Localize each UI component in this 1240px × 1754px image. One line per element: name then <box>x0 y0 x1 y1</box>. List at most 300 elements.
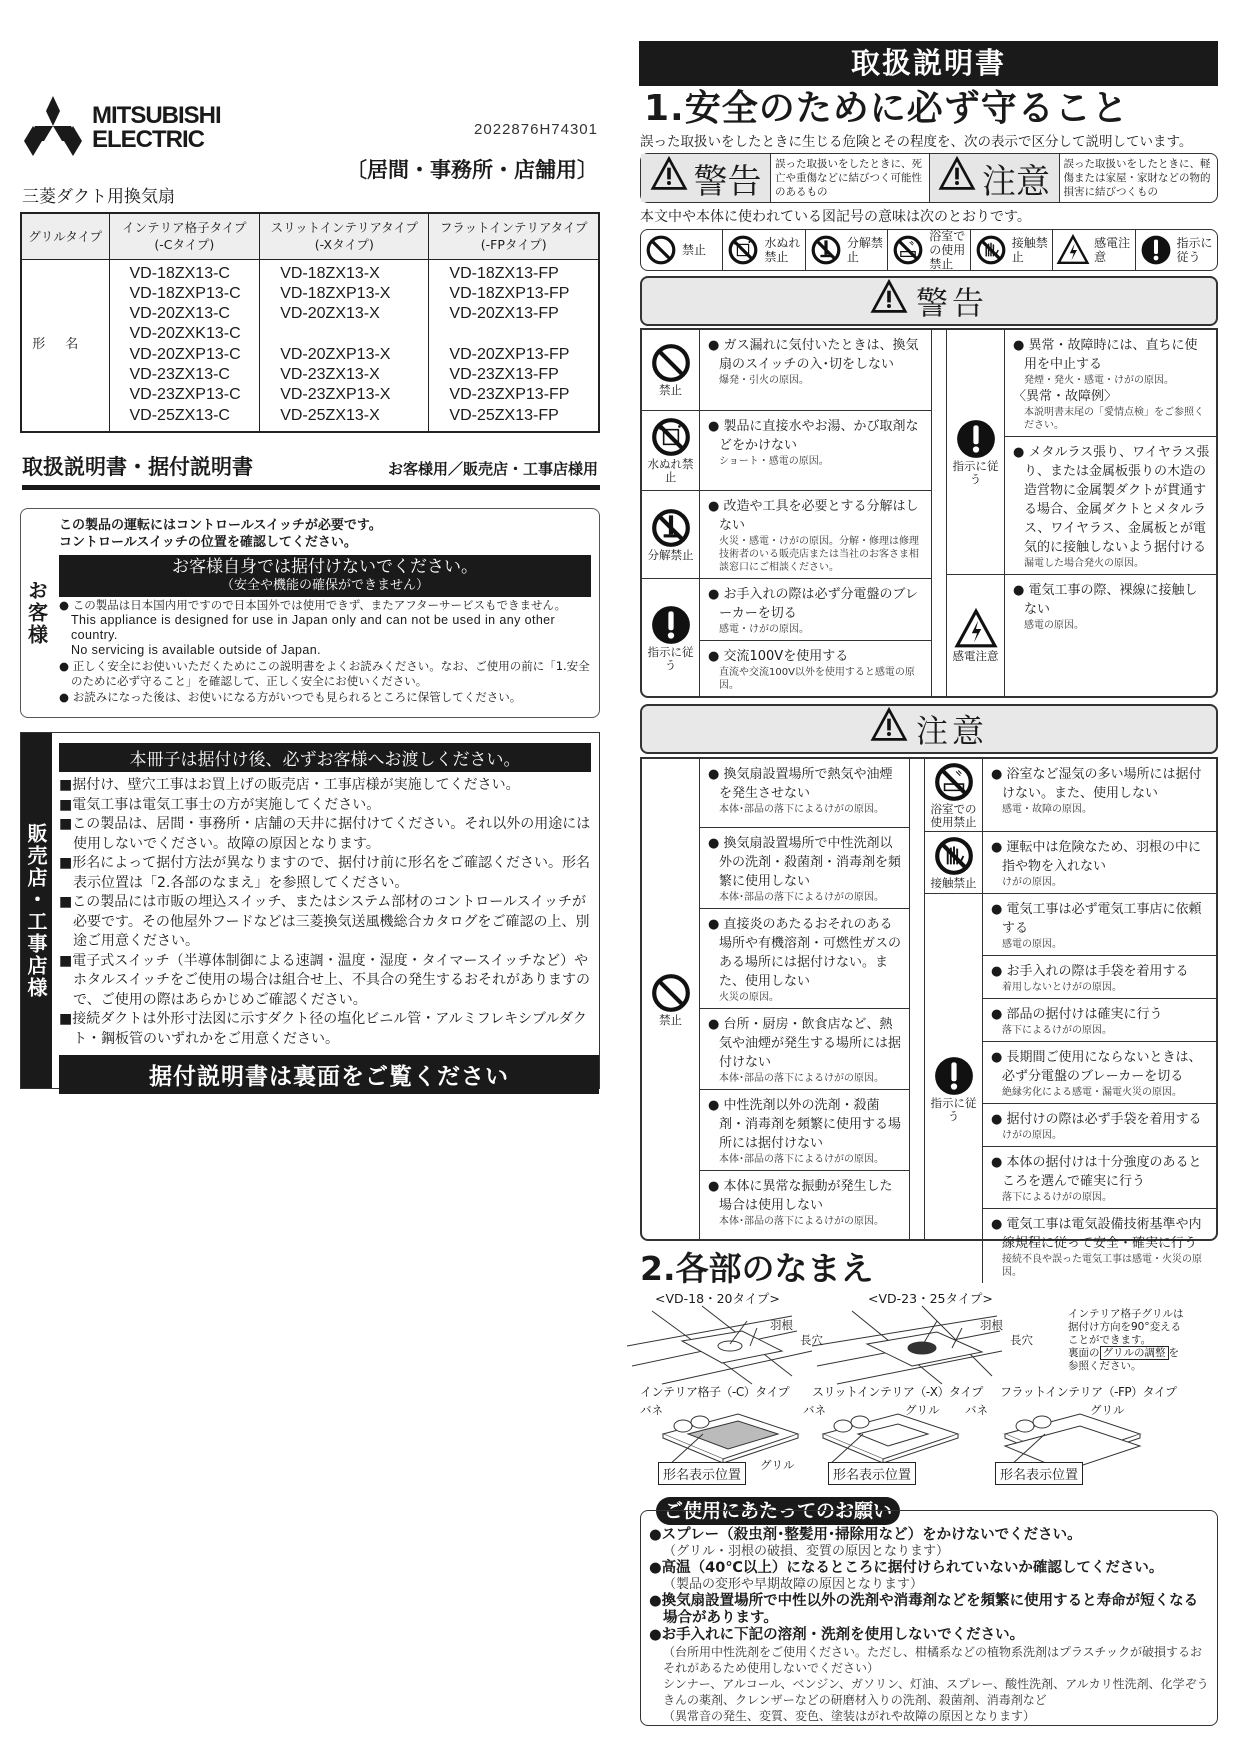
warning-header-label: 警告 <box>915 284 988 322</box>
hazard-item <box>983 759 1216 831</box>
slot-label: 長穴 <box>1010 1333 1033 1347</box>
hazard-items <box>700 411 931 491</box>
symbol-label: 接触禁止 <box>1011 236 1048 264</box>
model-name: VD-20ZX13-FP <box>449 305 559 323</box>
hazard-icon-label: 浴室での使用禁止 <box>930 802 977 829</box>
divider <box>22 485 600 490</box>
hazard-icon-cell <box>925 894 983 1283</box>
model-table-header <box>260 213 429 259</box>
hazard-item-text: メタルラス張り、ワイヤラス張り、または金属板張りの木造の造営物に金属製ダクトが貫通する場合、金属ダクトとメタルラス、ワイヤラス、金属板とが電気的に接触しないよう据付ける <box>1024 445 1210 555</box>
hazard-item-main: ● 据付けの際は必ず手袋を着用する <box>991 1112 1202 1127</box>
hazard-item-text: 本体の据付けは十分強度のあるところを選んで確実に行う <box>1002 1155 1202 1189</box>
hazard-item-text: 浴室など湿気の多い場所には据付けない。また、使用しない <box>1002 767 1202 801</box>
hazard-item-main: ● お手入れの際は手袋を着用する <box>991 964 1189 979</box>
hazard-icon-cell <box>642 411 700 491</box>
dealer-item: ■電気工事は電気工事士の方が実施してください。 <box>59 796 381 813</box>
mandatory-icon <box>933 1055 975 1097</box>
hazard-legend <box>640 153 1218 203</box>
model-name-blank <box>280 324 428 344</box>
dealer-item: ■接続ダクトは外形寸法図に示すダクト径の塩化ビニル管・アルミフレキシブルダクト・鋼板管のいずれかをご用意ください。 <box>59 1011 587 1047</box>
dealer-item-text: この製品は、居間・事務所・店舗の天井に据付けてください。それ以外の用途には使用しないでください。故障の原因となります。 <box>72 816 591 852</box>
customer-intro: コントロールスイッチの位置を確認してください。 <box>59 535 357 550</box>
spring-label: バネ <box>965 1403 988 1417</box>
legend-warning-label: 警告 <box>693 161 762 202</box>
note-line: ことができます。 <box>1068 1334 1152 1346</box>
hazard-item-main: ● 換気扇設置場所で熱気や油煙を発生させない <box>708 767 893 801</box>
header-line: スリットインテリアタイプ <box>270 220 418 236</box>
symbol-label: 禁止 <box>682 243 707 257</box>
request-item: ●お手入れに下記の溶剤・洗剤を使用しないでください。 <box>649 1627 1025 1643</box>
hazard-item-text: ガス漏れに気付いたときは、換気扇のスイッチの入･切をしない <box>719 338 919 372</box>
request-detail: シンナー、アルコール、ベンジン、ガソリン、灯油、スプレー、酸性洗剤、アルカリ性洗剤、化学ぞうきんの薬剤、クレンザーなどの研磨材入りの洗剤、殺菌剤、消毒剤など <box>663 1677 1209 1707</box>
hazard-item-text: 電気工事は必ず電気工事店に依頼する <box>1002 902 1202 936</box>
mandatory-icon <box>955 418 997 460</box>
type-b-label: <VD-23・25タイプ> <box>868 1291 993 1306</box>
model-position-label: 形名表示位置 <box>995 1462 1083 1485</box>
dealer-item-text: 電気工事は電気工事士の方が実施してください。 <box>72 796 381 813</box>
dealer-banner: 本冊子は据付け後、必ずお客様へお渡しください。 <box>59 743 591 772</box>
model-table <box>20 212 600 433</box>
hazard-item-note: 感電の原因。 <box>1002 939 1062 950</box>
hazard-item-main: ● 部品の据付けは確実に行う <box>991 1007 1163 1022</box>
dealer-notice <box>20 732 600 1089</box>
hazard-item-note: 接続不良や誤った電気工事は感電・火災の原因。 <box>1002 1254 1202 1278</box>
hazard-item-text: 部品の据付けは確実に行う <box>1006 1007 1163 1022</box>
section1-intro: 誤った取扱いをしたときに生じる危険とその程度を、次の表示で区分して説明しています。 <box>640 134 1193 150</box>
hazard-item <box>700 909 909 1009</box>
hazard-item-main: ● 直接炎のあたるおそれのある場所や有機溶剤・可燃性ガスのある場所には据付けない。また、使用しない <box>708 917 902 989</box>
hazard-item-text: 直接炎のあたるおそれのある場所や有機溶剤・可燃性ガスのある場所には据付けない。また、使用しない <box>719 917 902 989</box>
hazard-group <box>947 330 1216 575</box>
hazard-item-note: 火災の原因。 <box>719 992 779 1003</box>
request-item: ●高温（40℃以上）になるところに据付けられていないか確認してください。 <box>649 1560 1164 1576</box>
hazard-item <box>700 330 931 410</box>
hazard-icon-label: 指示に従う <box>930 1095 977 1123</box>
hazard-icon-cell <box>947 330 1005 574</box>
hazard-items <box>1005 330 1216 574</box>
symbol-electric-shock <box>1053 230 1135 270</box>
symbols-legend <box>640 229 1218 271</box>
customer-side-label: お客様 <box>24 580 49 646</box>
header-line: (-Xタイプ) <box>314 237 374 253</box>
hazard-item <box>700 641 931 696</box>
hazard-icon-cell <box>642 491 700 578</box>
model-name: VD-20ZXP13-X <box>280 345 391 363</box>
model-table-header <box>109 213 260 259</box>
hazard-item-note: 感電の原因。 <box>1024 620 1084 631</box>
hazard-items <box>983 894 1216 1283</box>
hazard-icon-cell <box>642 330 700 410</box>
hazard-item-main: ● 改造や工具を必要とする分解はしない <box>708 499 919 533</box>
mandatory-icon <box>1140 234 1172 266</box>
hazard-item-text: 電気工事は電気設備技術基準や内線規程に従って安全・確実に行う <box>1002 1217 1202 1251</box>
section2-heading: 2.各部のなまえ <box>640 1249 874 1288</box>
prohibited-icon <box>645 234 677 266</box>
dealer-item-text: 形名によって据付方法が異なりますので、据付け前に形名をご確認ください。形名表示位置は「2.各部のなまえ」を参照してください。 <box>72 855 590 891</box>
request-item: ●換気扇設置場所で中性以外の洗剤や消毒剤などを頻繁に使用すると寿命が短くなる場合があります。 <box>649 1593 1199 1626</box>
request-note: （グリル・羽根の破損、変質の原因となります） <box>663 1544 950 1559</box>
symbol-no-disassembly <box>806 230 888 270</box>
hazard-items <box>700 491 931 578</box>
hazard-item-note: 本説明書末尾の「愛情点検」をご参照ください。 <box>1024 407 1204 431</box>
hazard-item-note: 本体･部品の落下によるけがの原因。 <box>719 1073 884 1084</box>
model-table-header <box>429 213 599 259</box>
hazard-item <box>983 1147 1216 1209</box>
hazard-item <box>983 1104 1216 1147</box>
legend-warning-desc: 誤った取扱いをしたときに、死亡や重傷などに結びつく可能性のあるもの <box>771 154 930 202</box>
hazard-icon-label: 水ぬれ禁止 <box>647 457 694 485</box>
legend-caution-desc: 誤った取扱いをしたときに、軽傷または家屋・家財などの物的損害に結びつくもの <box>1063 158 1211 198</box>
manual-audience: お客様用／販売店・工事店様用 <box>387 460 598 478</box>
note-line: 裏面の <box>1068 1347 1100 1359</box>
hazard-item-main: ● 電気工事は必ず電気工事店に依頼する <box>991 902 1202 936</box>
hazard-item-note: 本体･部品の落下によるけがの原因。 <box>719 1216 884 1227</box>
hazard-item-text: 換気扇設置場所で中性洗剤以外の洗剤・殺菌剤・消毒剤を頻繁に使用しない <box>719 836 902 889</box>
grille-type-label: フラットインテリア（-FP）タイプ <box>1000 1385 1177 1399</box>
hazard-item-note: けがの原因。 <box>1002 1130 1062 1141</box>
symbol-label: 指示に従う <box>1176 236 1213 264</box>
customer-banner <box>59 555 591 597</box>
hazard-item-note: 感電・故障の原因。 <box>1002 804 1092 815</box>
hazard-item-note: 火災・感電・けがの原因。分解・修理は修理技術者のいる販売店または当社のお客さま相談窓口にご相談ください。 <box>719 536 919 573</box>
symbols-intro: 本文中や本体に使われている図記号の意味は次のとおりです。 <box>640 209 1031 225</box>
bullet-text: この製品は日本国内用ですので日本国外では使用できず、またアフターサービスもできません。 <box>72 598 567 612</box>
dealer-item: ■据付け、壁穴工事はお買上げの販売店・工事店様が実施してください。 <box>59 777 520 793</box>
hazard-item <box>1005 437 1216 574</box>
hazard-item <box>700 1009 909 1090</box>
hazard-icon-cell <box>925 832 983 893</box>
hazard-item-text: 製品に直接水やお湯、かび取剤などをかけない <box>719 418 919 453</box>
usage-label: 〔居間・事務所・店舗用〕 <box>346 158 598 182</box>
brand-logo-text <box>92 104 221 152</box>
symbol-no-touch <box>971 230 1053 270</box>
hazard-item <box>700 1090 909 1171</box>
dealer-footer-banner: 据付説明書は裏面をご覧ください <box>59 1055 599 1094</box>
hazard-item-note: 落下によるけがの原因。 <box>1002 1025 1112 1036</box>
grille-adjust-ref: グリルの調整 <box>1100 1346 1169 1360</box>
model-name: VD-18ZX13-X <box>280 264 380 282</box>
model-name: VD-23ZXP13-X <box>280 386 391 404</box>
no-water-icon <box>650 416 692 458</box>
model-row-label: 形名 <box>21 259 109 432</box>
hazard-group <box>925 759 1216 832</box>
hazard-item-text: お手入れの際は手袋を着用する <box>1006 964 1189 979</box>
hazard-item-note: 感電・けがの原因。 <box>719 624 809 635</box>
dealer-item-text: 電子式スイッチ（半導体制御による速調・温度・湿度・タイマースイッチなど）やホタルスイッチをご使用の場合は組合せ上、不具合の発生するおそれがありますので、ご使用の際はあらかじめご確認ください。 <box>72 952 591 1008</box>
hazard-group <box>642 411 931 492</box>
hazard-item-main: ● 換気扇設置場所で中性洗剤以外の洗剤・殺菌剤・消毒剤を頻繁に使用しない <box>708 836 902 889</box>
hazard-item <box>983 1209 1216 1283</box>
grille-type-label: スリットインテリア（-X）タイプ <box>812 1385 983 1399</box>
hazard-group <box>642 579 931 696</box>
warning-triangle-icon <box>938 156 976 192</box>
hazard-item-note: 落下によるけがの原因。 <box>1002 1192 1112 1203</box>
model-name: VD-25ZX13-FP <box>449 406 559 424</box>
grille-label: グリル <box>760 1458 795 1472</box>
hazard-item <box>700 491 931 578</box>
hazard-item-text: 交流100Vを使用する <box>723 649 849 664</box>
legend-caution <box>930 154 1060 202</box>
hazard-item-main: ● 交流100Vを使用する <box>708 649 849 664</box>
table-right <box>924 759 1216 1278</box>
table-left <box>642 759 910 1239</box>
dealer-item-text: 接続ダクトは外形寸法図に示すダクト径の塩化ビニル管・アルミフレキシブルダクト・鋼板管のいずれかをご用意ください。 <box>72 1011 587 1047</box>
hazard-items <box>700 759 909 1239</box>
request-item-text: 高温（40℃以上）になるところに据付けられていないか確認してください。 <box>661 1560 1164 1576</box>
hazard-item <box>700 759 909 828</box>
header-line: (-Cタイプ) <box>154 237 215 253</box>
hazard-icon-label: 禁止 <box>659 383 682 398</box>
no-disassembly-icon <box>810 234 842 266</box>
dealer-item: ■この製品は、居間・事務所・店舗の天井に据付けてください。それ以外の用途には使用しないでください。故障の原因となります。 <box>59 816 591 852</box>
hazard-item-main: ● 電気工事の際、裸線に接触しない <box>1013 583 1198 617</box>
request-detail: （異常音の発生、変質、変色、塗装はがれや故障の原因となります） <box>663 1709 1036 1723</box>
brand-line1: MITSUBISHI <box>92 102 221 129</box>
hazard-item <box>983 894 1216 956</box>
hazard-item-main: ● 電気工事は電気設備技術基準や内線規程に従って安全・確実に行う <box>991 1217 1202 1251</box>
hazard-icon-cell <box>925 759 983 831</box>
request-item-text: 換気扇設置場所で中性以外の洗剤や消毒剤などを頻繁に使用すると寿命が短くなる場合があります。 <box>661 1593 1199 1626</box>
model-name: VD-23ZXP13-FP <box>449 386 570 404</box>
mandatory-icon <box>650 604 692 646</box>
hazard-icon-label: 指示に従う <box>952 459 999 486</box>
hazard-group <box>925 832 1216 894</box>
hazard-icon-label: 分解禁止 <box>647 548 694 562</box>
warning-table <box>640 328 1218 698</box>
hazard-item <box>700 411 931 491</box>
document-code: 2022876H74301 <box>474 121 598 138</box>
hazard-item-main: ● 運転中は危険なため、羽根の中に指や物を入れない <box>991 840 1201 874</box>
prohibited-icon <box>650 972 692 1014</box>
electric-shock-icon <box>1057 234 1089 266</box>
model-name: VD-23ZX13-FP <box>449 365 559 383</box>
hazard-items <box>1005 575 1216 696</box>
ceiling-diagram <box>622 1306 1002 1388</box>
hazard-item <box>983 1042 1216 1104</box>
hazard-item-text: 据付けの際は必ず手袋を着用する <box>1006 1112 1202 1127</box>
hazard-item-main: ● 本体の据付けは十分強度のあるところを選んで確実に行う <box>991 1155 1202 1189</box>
customer-bullet: ● この製品は日本国内用ですので日本国外では使用できず、またアフターサービスもできません。 This appliance is designed for use in Japan only and can not be used in any other country. No servicing is available outside of Japan. <box>59 598 591 658</box>
bullet-english: This appliance is designed for use in Japan only and can not be used in any other country. <box>71 613 556 642</box>
hazard-item <box>700 579 931 641</box>
hazard-item-main: ● 異常・故障時には、直ちに使用を中止する <box>1013 338 1198 372</box>
hazard-group <box>925 894 1216 1283</box>
caution-header-label: 注意 <box>915 712 988 750</box>
warning-triangle-icon <box>870 279 908 315</box>
symbol-no-water <box>723 230 805 270</box>
request-title: ご使用にあたってのお願い <box>656 1497 900 1525</box>
customer-notice <box>20 508 600 718</box>
hazard-items <box>700 579 931 696</box>
hazard-item-note: 絶縁劣化による感電・漏電火災の原因。 <box>1002 1087 1182 1098</box>
hazard-icon-label: 禁止 <box>659 1012 682 1027</box>
symbol-label: 水ぬれ禁止 <box>764 236 801 264</box>
model-name: VD-18ZXP13-X <box>280 284 391 302</box>
legend-caution-label: 注意 <box>982 161 1050 202</box>
request-detail: （台所用中性洗剤をご使用ください。ただし、柑橘系などの植物系洗剤はプラスチックが破損するおそれがあるため使用しないでください） <box>663 1645 1203 1675</box>
hazard-item-note: 漏電した場合発火の原因。 <box>1024 558 1144 569</box>
right-title: 取扱説明書 <box>639 41 1218 86</box>
hazard-items <box>700 330 931 410</box>
model-name: VD-20ZXK13-C <box>129 325 241 343</box>
hazard-item-note: ショート・感電の原因。 <box>719 455 829 467</box>
hazard-item-text: お手入れの際は必ず分電盤のブレーカーを切る <box>719 587 918 621</box>
customer-bullet: ● 正しく安全にお使いいただくためにこの説明書をよくお読みください。なお、ご使用の前に「1.安全のために必ず守ること」を確認して、正しく安全にお使いください。 <box>59 659 590 688</box>
slot-label: 長穴 <box>800 1333 823 1347</box>
request-item: ●スプレー（殺虫剤･整髪用･掃除用など）をかけないでください。 <box>649 1527 1082 1543</box>
table-left <box>642 330 932 696</box>
model-name: VD-18ZX13-C <box>129 264 230 282</box>
banner-sub: （安全や機能の確保ができません） <box>220 578 429 593</box>
hazard-item <box>1005 575 1216 696</box>
hazard-item-main: ● 製品に直接水やお湯、かび取剤などをかけない <box>708 418 919 453</box>
hazard-item-text: 改造や工具を必要とする分解はしない <box>719 499 919 533</box>
hazard-item-note: 着用しないとけがの原因。 <box>1002 982 1122 993</box>
request-item-text: お手入れに下記の溶剤・洗剤を使用しないでください。 <box>661 1627 1025 1643</box>
spring-label: バネ <box>640 1403 663 1417</box>
hazard-item <box>983 999 1216 1042</box>
hazard-item-text: 換気扇設置場所で熱気や油煙を発生させない <box>719 767 893 801</box>
hazard-item <box>983 956 1216 999</box>
customer-intro: この製品の運転にはコントロールスイッチが必要です。 <box>59 518 382 533</box>
no-touch-icon <box>975 234 1007 266</box>
type-a-label: <VD-18・20タイプ> <box>655 1291 780 1306</box>
model-column <box>429 259 599 432</box>
model-name: VD-20ZXP13-C <box>129 345 241 363</box>
hazard-item-note: けがの原因。 <box>1002 877 1062 888</box>
model-name: VD-20ZX13-X <box>280 305 380 323</box>
symbol-mandatory <box>1136 230 1217 270</box>
model-name: VD-18ZX13-FP <box>449 264 559 282</box>
warning-header <box>640 276 1218 326</box>
legend-warning <box>641 154 771 202</box>
grille-label: グリル <box>905 1403 940 1417</box>
hazard-item-main: ● 浴室など湿気の多い場所には据付けない。また、使用しない <box>991 767 1202 801</box>
hazard-item-main: ● お手入れの際は必ず分電盤のブレーカーを切る <box>708 587 918 621</box>
header-line: インテリア格子タイプ <box>122 220 247 236</box>
note-line: 参照ください。 <box>1068 1360 1142 1372</box>
hazard-item-sub: 〈異常・故障例〉 <box>1013 389 1118 404</box>
symbol-label: 分解禁止 <box>846 236 883 264</box>
grille-type-label: インテリア格子（-C）タイプ <box>640 1385 790 1399</box>
hazard-icon-cell <box>642 759 700 1239</box>
customer-bullet: ● お読みになった後は、お使いになる方がいつでも見られるところに保管してください。 <box>59 690 522 704</box>
table-right <box>946 330 1216 696</box>
model-name-blank <box>449 324 598 344</box>
header-line: フラットインテリアタイプ <box>439 220 588 236</box>
model-name: VD-18ZXP13-FP <box>449 284 570 302</box>
warning-triangle-icon <box>650 156 688 192</box>
warning-triangle-icon <box>870 279 908 323</box>
dealer-item: ■形名によって据付方法が異なりますので、据付け前に形名をご確認ください。形名表示位置は「2.各部のなまえ」を参照してください。 <box>59 855 590 891</box>
mitsubishi-logo-icon <box>22 96 84 156</box>
hazard-icon-cell <box>642 579 700 696</box>
note-line: を <box>1168 1347 1179 1359</box>
hazard-group <box>642 330 931 411</box>
hazard-item-note: 本体･部品の落下によるけがの原因。 <box>719 804 884 815</box>
section1-heading: 1.安全のために必ず守ること <box>644 88 1129 129</box>
blade-label: 羽根 <box>770 1318 793 1332</box>
model-position-label: 形名表示位置 <box>658 1462 746 1485</box>
product-type: 三菱ダクト用換気扇 <box>22 187 175 207</box>
no-bathroom-icon <box>933 761 975 803</box>
bullet-text: お読みになった後は、お使いになる方がいつでも見られるところに保管してください。 <box>72 690 522 704</box>
hazard-item-note: 発煙・発火・感電・けがの原因。 <box>1024 375 1174 386</box>
dealer-item-text: この製品には市販の埋込スイッチ、またはシステム部材のコントロールスイッチが必要です。その他屋外フードなどは三菱換気送風機総合カタログをご確認の上、別途ご用意ください。 <box>72 894 590 949</box>
hazard-item <box>983 832 1216 893</box>
model-name: VD-23ZX13-C <box>129 365 230 383</box>
header-line: (-FPタイプ) <box>480 237 547 253</box>
model-name: VD-18ZXP13-C <box>129 284 241 302</box>
hazard-item <box>700 1171 909 1239</box>
hazard-item-main: ● 本体に異常な振動が発生した場合は使用しない <box>708 1179 893 1213</box>
hazard-group <box>642 491 931 579</box>
hazard-item-text: 電気工事の際、裸線に接触しない <box>1024 583 1198 617</box>
hazard-item-note: 直流や交流100V以外を使用すると感電の原因。 <box>719 667 915 691</box>
hazard-item-text: 異常・故障時には、直ちに使用を中止する <box>1024 338 1198 372</box>
hazard-item-main: ● メタルラス張り、ワイヤラス張り、または金属板張りの木造の造営物に金属製ダクトが貫通する場合、金属ダクトとメタルラス、ワイヤラス、金属板とが電気的に接触しないよう据付ける <box>1013 445 1210 555</box>
no-touch-icon <box>933 835 975 877</box>
no-disassembly-icon <box>650 507 692 549</box>
model-name: VD-20ZX13-C <box>129 305 230 323</box>
hazard-item-note: 本体･部品の落下によるけがの原因。 <box>719 892 884 903</box>
model-table-corner: グリルタイプ <box>21 213 109 259</box>
hazard-items <box>983 759 1216 831</box>
brand-line2: ELECTRIC <box>92 126 204 153</box>
warning-triangle-icon <box>870 707 908 743</box>
symbol-no-bathroom <box>888 230 970 270</box>
request-item-text: スプレー（殺虫剤･整髪用･掃除用など）をかけないでください。 <box>661 1527 1082 1543</box>
model-name: VD-23ZXP13-C <box>129 386 241 404</box>
model-name: VD-25ZX13-C <box>129 406 230 424</box>
symbol-prohibited <box>641 230 723 270</box>
symbol-label: 浴室での使用禁止 <box>929 229 966 271</box>
note-line: 据付け方向を90°変える <box>1068 1321 1182 1333</box>
bullet-english: No servicing is available outside of Japan. <box>71 643 321 657</box>
hazard-item-text: 本体に異常な振動が発生した場合は使用しない <box>719 1179 893 1213</box>
hazard-group <box>642 759 909 1239</box>
no-bathroom-icon <box>892 234 924 266</box>
hazard-item-note: 本体･部品の落下によるけがの原因。 <box>719 1154 884 1165</box>
warning-triangle-icon <box>870 707 908 751</box>
dealer-side-label: 販売店・工事店様 <box>21 733 52 1088</box>
hazard-item-note: 爆発・引火の原因。 <box>719 375 809 386</box>
spring-label: バネ <box>803 1403 826 1417</box>
model-column <box>260 259 429 432</box>
caution-header <box>640 704 1218 754</box>
model-name: VD-25ZX13-X <box>280 406 380 424</box>
warning-triangle-icon <box>650 156 688 201</box>
request-note: （製品の変形や早期故障の原因となります） <box>663 1577 924 1592</box>
hazard-icon-cell <box>947 575 1005 696</box>
hazard-item-main: ● 中性洗剤以外の洗剤・殺菌剤・消毒剤を頻繁に使用する場所には据付けない <box>708 1098 902 1151</box>
hazard-item-main: ● 長期間ご使用にならないときは、必ず分電盤のブレーカーを切る <box>991 1050 1202 1084</box>
hazard-items <box>983 832 1216 893</box>
hazard-icon-label: 感電注意 <box>952 649 999 663</box>
model-column <box>109 259 260 432</box>
model-position-label: 形名表示位置 <box>828 1462 916 1485</box>
warning-triangle-icon <box>938 156 976 201</box>
model-name: VD-20ZXP13-FP <box>449 345 570 363</box>
hazard-icon-label: 指示に従う <box>647 644 694 672</box>
hazard-item-text: 運転中は危険なため、羽根の中に指や物を入れない <box>1002 840 1201 874</box>
blade-label: 羽根 <box>980 1318 1003 1332</box>
symbol-label: 感電注意 <box>1094 236 1131 264</box>
no-water-icon <box>727 234 759 266</box>
grille-note <box>1068 1308 1184 1373</box>
model-name: VD-23ZX13-X <box>280 365 380 383</box>
manual-title: 取扱説明書・据付説明書 <box>22 455 253 479</box>
